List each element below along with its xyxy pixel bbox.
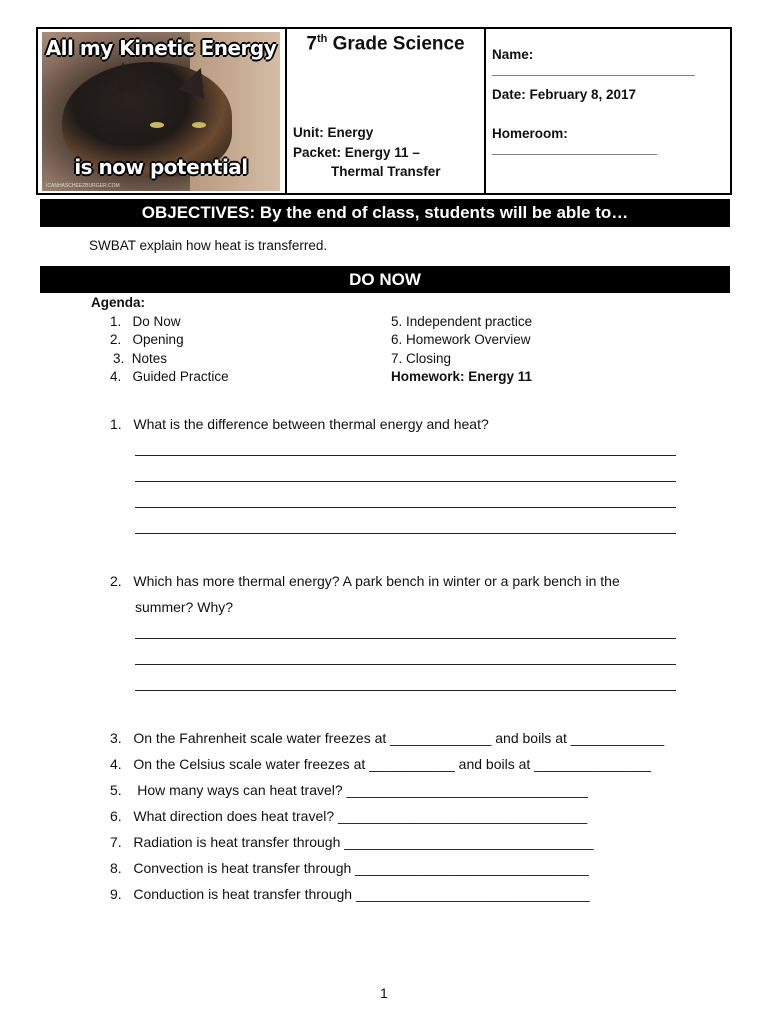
agenda-item: 7. Closing	[391, 351, 452, 366]
question-8: 8. Convection is heat transfer through ______________________________	[110, 860, 589, 876]
packet-label: Packet: Energy 11 –	[293, 145, 420, 160]
objectives-heading: OBJECTIVES: By the end of class, students will be able to…	[40, 199, 730, 227]
question-2-continued: summer? Why?	[135, 599, 234, 615]
question-4: 4. On the Celsius scale water freezes at ___________ and boils at _______________	[110, 756, 651, 772]
homeroom-field[interactable]: Homeroom: ______________________	[492, 126, 658, 156]
question-2: 2. Which has more thermal energy? A park bench in winter or a park bench in the	[110, 573, 620, 589]
question-1: 1. What is the difference between thermal energy and heat?	[110, 416, 489, 432]
do-now-heading: DO NOW	[40, 266, 730, 293]
header-table	[36, 27, 732, 195]
agenda-item: 6. Homework Overview	[391, 332, 531, 347]
meme-cell	[38, 29, 287, 193]
agenda-item: 5. Independent practice	[391, 314, 533, 329]
name-field[interactable]: Name: ___________________________	[492, 47, 695, 77]
question-7: 7. Radiation is heat transfer through ________________________________	[110, 834, 594, 850]
student-info-cell	[486, 29, 730, 193]
answer-line[interactable]	[135, 690, 676, 691]
agenda-item: 3. Notes	[113, 351, 168, 366]
course-title: 7th Grade Science	[306, 33, 465, 55]
agenda-label: Agenda:	[91, 295, 145, 310]
agenda-item: 4. Guided Practice	[110, 369, 229, 384]
homework-label: Homework: Energy 11	[391, 369, 533, 384]
agenda-item: 1. Do Now	[110, 314, 181, 329]
answer-line[interactable]	[135, 455, 676, 456]
question-3: 3. On the Fahrenheit scale water freezes at _____________ and boils at ____________	[110, 730, 665, 746]
cat-meme-image	[42, 32, 280, 191]
meme-credit: ICANHASCHEEZBURGER.COM	[46, 183, 120, 189]
unit-label: Unit: Energy	[293, 125, 374, 140]
page-number: 1	[380, 985, 388, 1001]
question-5: 5. How many ways can heat travel? _______________________________	[110, 782, 588, 798]
answer-line[interactable]	[135, 664, 676, 665]
answer-line[interactable]	[135, 507, 676, 508]
answer-line[interactable]	[135, 638, 676, 639]
question-9: 9. Conduction is heat transfer through ______________________________	[110, 886, 590, 902]
answer-line[interactable]	[135, 533, 676, 534]
date-label: Date: February 8, 2017	[492, 87, 637, 102]
packet-subtitle: Thermal Transfer	[331, 164, 441, 179]
meme-top-caption: All my Kinetic Energy	[45, 36, 277, 60]
objectives-text: SWBAT explain how heat is transferred.	[89, 238, 328, 253]
agenda-item: 2. Opening	[110, 332, 184, 347]
answer-line[interactable]	[135, 481, 676, 482]
question-6: 6. What direction does heat travel? ________________________________	[110, 808, 588, 824]
meme-bottom-caption: is now potential	[74, 155, 248, 179]
course-cell	[287, 29, 486, 193]
